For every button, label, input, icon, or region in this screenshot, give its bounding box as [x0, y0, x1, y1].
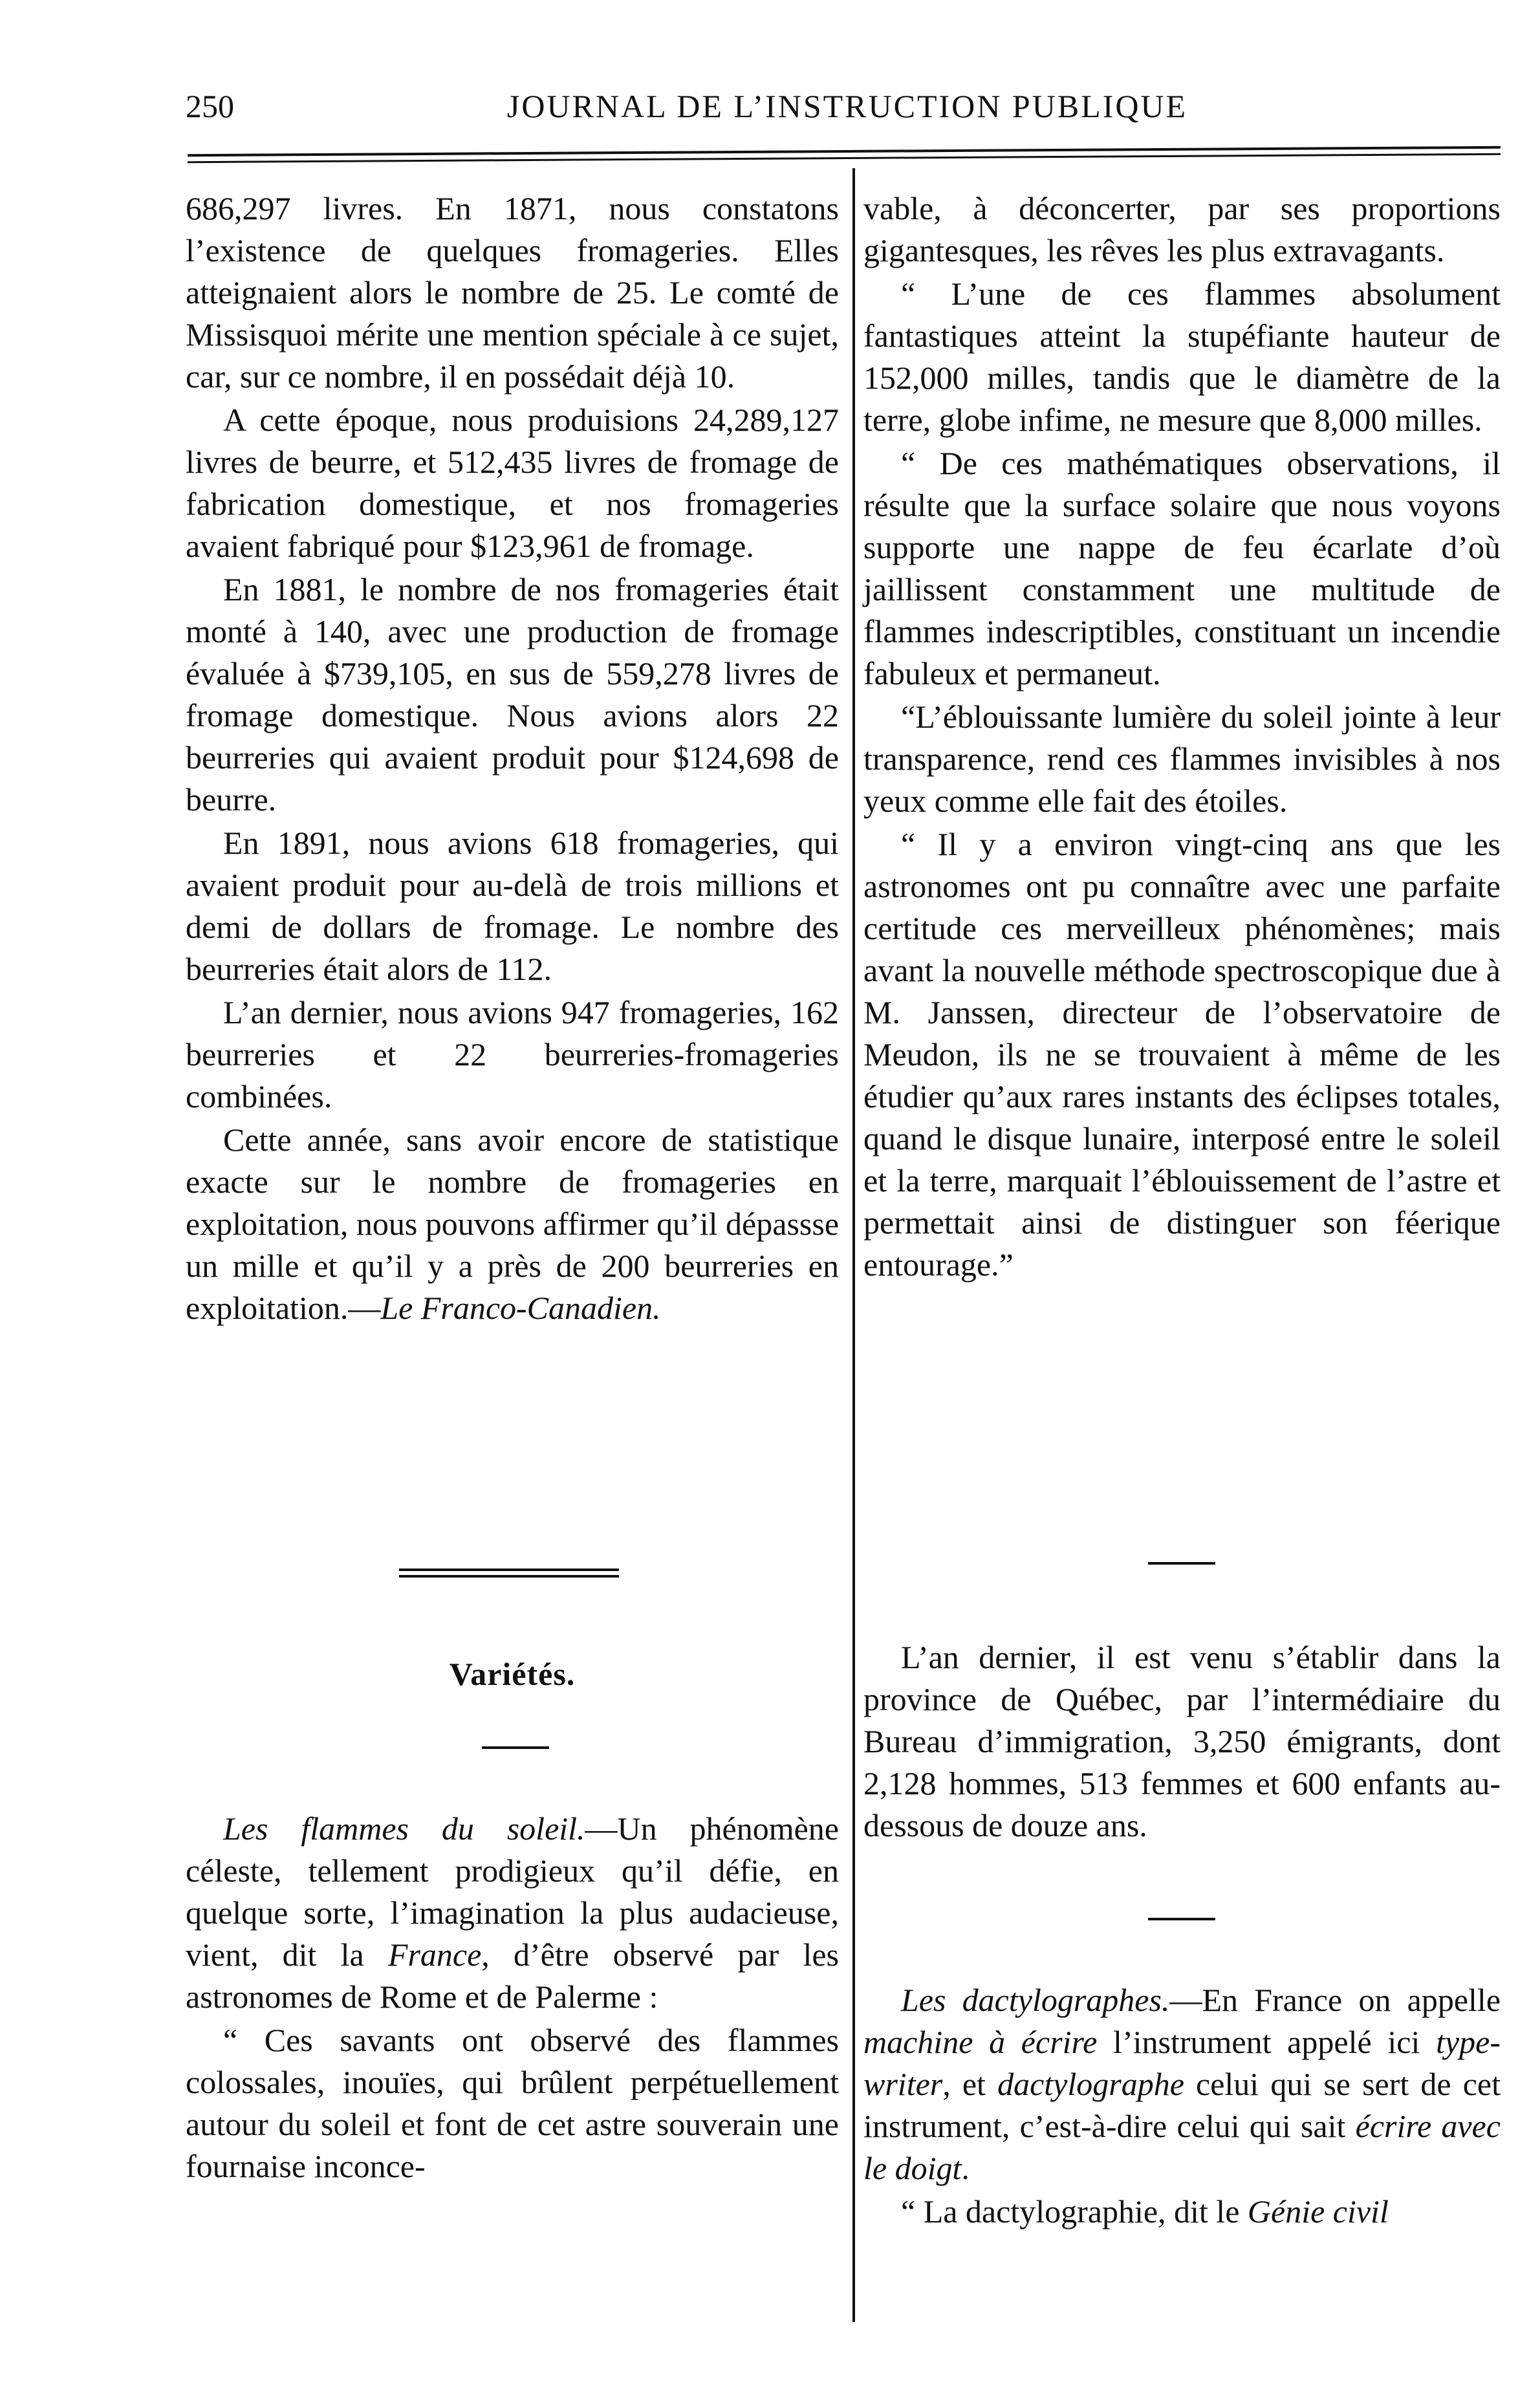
- source-citation: Génie civil: [1247, 2193, 1389, 2230]
- paragraph-text: l’instrument appelé ici: [1097, 2024, 1437, 2060]
- source-citation: France: [387, 1937, 482, 1973]
- paragraph: “ De ces mathématiques observations, il résulte que la surface solaire que nous voyons supporte une nappe de feu écarlate d’où jaillissent constamment une multitude de flammes indescriptibles, constituant un incendie fabuleux et permaneut.: [863, 445, 1501, 691]
- section-rule: [1148, 1562, 1215, 1565]
- article-title: Les flammes du soleil.: [223, 1810, 585, 1847]
- sun-flames-continued: [863, 188, 1501, 1286]
- paragraph: “ L’une de ces flammes absolument fantastiques atteint la stupéfiante hauteur de 152,000 milles, tandis que le diamètre de la terre, globe infime, ne mesure que 8,000 milles.: [863, 276, 1501, 438]
- cheese-statistics-article: [186, 188, 839, 1329]
- immigration-note: [863, 1636, 1501, 1847]
- paragraph-text: , d’être observé par les astronomes de Rome et de Palerme :: [186, 1937, 839, 2015]
- paragraph: [863, 1979, 1501, 2189]
- paragraph-text: —En France on appelle: [1169, 1982, 1501, 2018]
- section-separator: [399, 1569, 619, 1578]
- paragraph: En 1881, le nombre de nos fromageries était monté à 140, avec une production de fromage évaluée à $739,105, en sus de 559,278 livres de fromage domestique. Nous avions alors 22 beurreries qui avaient produit pour $124,698 de beurre.: [186, 571, 839, 818]
- paragraph: A cette époque, nous produisions 24,289,127 livres de beurre, et 512,435 livres de fromage de fabrication domestique, et nos fromageries avaient fabriqué pour $123,961 de fromage.: [186, 402, 839, 564]
- paragraph-text: Cette année, sans avoir encore de statistique exacte sur le nombre de fromageries en exploitation, nous pouvons affirmer qu’il dépassse un mille et qu’il y a près de 200 beurreries en exploitation.—: [186, 1122, 840, 1326]
- paragraph-text: “ La dactylographie, dit le: [901, 2193, 1248, 2230]
- paragraph-text: —Un phénomène céleste, tellement prodigieux qu’il défie, en quelque sorte, l’imagination la plus audacieuse, vient, dit la: [186, 1810, 839, 1973]
- sun-flames-article: [186, 1808, 839, 2187]
- header-rule: [188, 146, 1501, 163]
- paragraph: L’an dernier, il est venu s’établir dans la province de Québec, par l’intermédiaire du Bureau d’immigration, 3,250 émigrants, dont 2,128 hommes, 513 femmes et 600 enfants au-dessous de douze ans.: [863, 1639, 1501, 1843]
- paragraph: En 1891, nous avions 618 fromageries, qui avaient produit pour au-delà de trois millions et demi de dollars de fromage. Le nombre des beurreries était alors de 112.: [186, 825, 839, 987]
- paragraph: “ Ces savants ont observé des flammes colossales, inouïes, qui brûlent perpétuellement autour du soleil et font de cet astre souverain une fournaise inconce-: [186, 2022, 839, 2184]
- paragraph: [863, 2191, 1501, 2233]
- section-rule: [1148, 1918, 1215, 1920]
- typewriter-article: [863, 1979, 1501, 2233]
- paragraph: 686,297 livres. En 1871, nous constatons l’existence de quelques fromageries. Elles atteignaient alors le nombre de 25. Le comté de Missisquoi mérite une mention spéciale à ce sujet, car, sur ce nombre, il en possédait déjà 10.: [186, 190, 839, 395]
- italic-term: écrire avec le doigt: [863, 2108, 1501, 2186]
- paragraph-text: .: [961, 2150, 970, 2186]
- section-title: Variétés.: [449, 1656, 576, 1692]
- paragraph: “ Il y a environ vingt-cinq ans que les astronomes ont pu connaître avec une parfaite certitude ces merveilleux phénomènes; mais avant la nouvelle méthode spectroscopique due à M. Janssen, directeur de l’observatoire de Meudon, ils ne se trouvaient à même de les étudier qu’aux rares instants des éclipses totales, quand le disque lunaire, interposé entre le soleil et la terre, marquait l’éblouissement de l’astre et permettait ainsi de distinguer son féerique entourage.”: [863, 826, 1501, 1283]
- column-divider: [852, 168, 855, 2322]
- page-number: 250: [186, 88, 234, 124]
- italic-term: dactylographe: [997, 2066, 1184, 2102]
- article-title: Les dactylographes.: [901, 1982, 1170, 2018]
- paragraph: [186, 1119, 839, 1329]
- paragraph: vable, à déconcerter, par ses proportions gigantesques, les rêves les plus extravagants.: [863, 190, 1501, 268]
- paragraph-text: , et: [942, 2066, 998, 2102]
- italic-term: type-writer: [863, 2024, 1501, 2102]
- paragraph-text: celui qui se sert de cet instrument, c’est-à-dire celui qui sait: [863, 2066, 1501, 2144]
- title-rule: [482, 1746, 549, 1749]
- paragraph: “L’éblouissante lumière du soleil jointe à leur transparence, rend ces flammes invisibles à nos yeux comme elle fait des étoiles.: [863, 699, 1501, 819]
- paragraph: L’an dernier, nous avions 947 fromageries, 162 beurreries et 22 beurreries-fromageries combinées.: [186, 994, 839, 1114]
- paragraph: [186, 1808, 839, 2018]
- source-citation: Le Franco-Canadien.: [380, 1290, 661, 1326]
- running-head: JOURNAL DE L’INSTRUCTION PUBLIQUE: [506, 88, 1188, 124]
- italic-term: machine à écrire: [863, 2024, 1098, 2060]
